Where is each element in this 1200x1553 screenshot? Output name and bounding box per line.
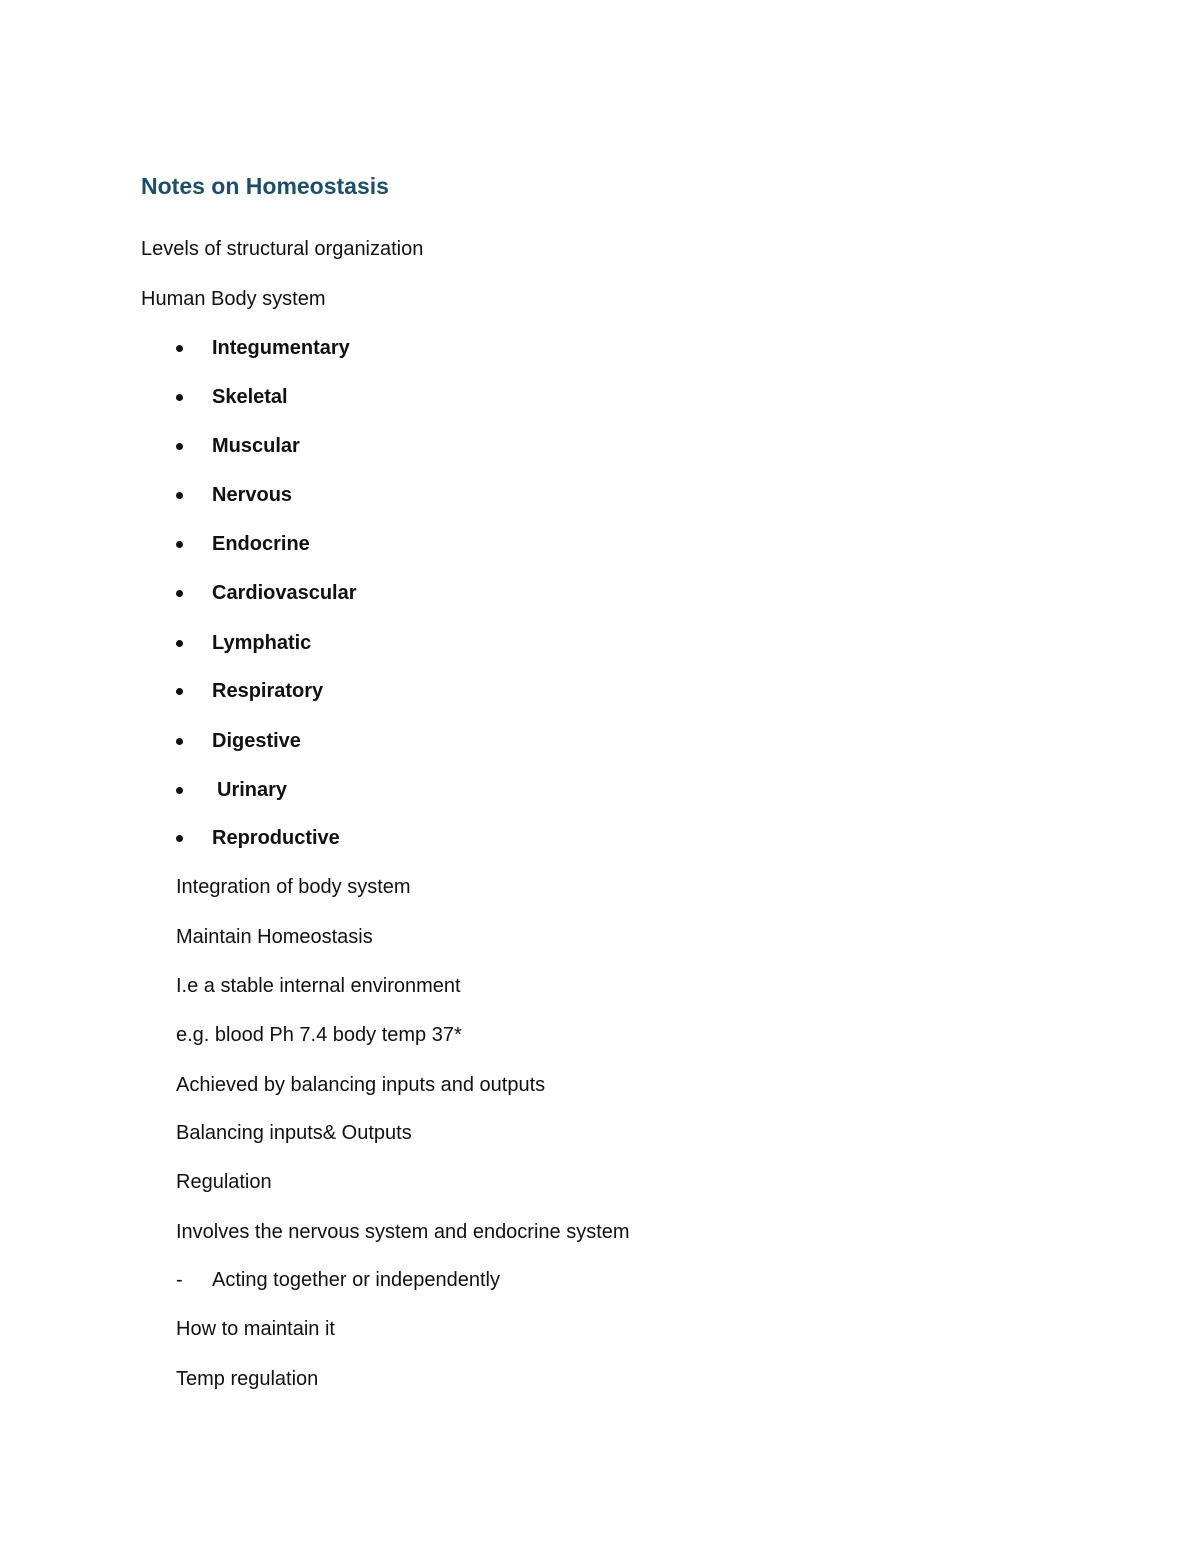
bullet-icon	[176, 835, 183, 842]
bullet-icon	[176, 688, 183, 695]
list-item-label: Integumentary	[212, 337, 350, 359]
note-line: Regulation	[176, 1171, 272, 1193]
note-line: Integration of body system	[176, 876, 411, 898]
bullet-icon	[176, 541, 183, 548]
document-title: Notes on Homeostasis	[141, 173, 389, 199]
list-item-label: Muscular	[212, 435, 300, 457]
bullet-icon	[176, 787, 183, 794]
list-item-label: Reproductive	[212, 827, 340, 849]
bullet-icon	[176, 345, 183, 352]
list-item-label: Skeletal	[212, 386, 288, 408]
note-line: Achieved by balancing inputs and outputs	[176, 1074, 546, 1096]
bullet-icon	[176, 443, 183, 450]
list-item-label: Endocrine	[212, 533, 310, 555]
dash-marker: -	[176, 1269, 183, 1291]
bullet-icon	[176, 590, 183, 597]
note-line: Temp regulation	[176, 1368, 319, 1390]
dash-list-item-label: Acting together or independently	[212, 1269, 500, 1291]
bullet-icon	[176, 738, 183, 745]
list-item-label: Cardiovascular	[212, 582, 357, 604]
bullet-icon	[176, 492, 183, 499]
intro-line-structural-organization: Levels of structural organization	[141, 238, 424, 260]
bullet-icon	[176, 640, 183, 647]
list-item-label: Respiratory	[212, 680, 324, 702]
note-line: Involves the nervous system and endocrine system	[176, 1221, 630, 1243]
bullet-icon	[176, 394, 183, 401]
note-line: How to maintain it	[176, 1318, 335, 1340]
note-line: e.g. blood Ph 7.4 body temp 37*	[176, 1024, 462, 1046]
list-item-label: Urinary	[217, 779, 288, 801]
list-item-label: Lymphatic	[212, 632, 312, 654]
list-item-label: Nervous	[212, 484, 293, 506]
note-line: I.e a stable internal environment	[176, 975, 461, 997]
note-line: Balancing inputs& Outputs	[176, 1122, 412, 1144]
note-line: Maintain Homeostasis	[176, 926, 373, 948]
list-item-label: Digestive	[212, 730, 301, 752]
intro-line-human-body-system: Human Body system	[141, 288, 326, 310]
